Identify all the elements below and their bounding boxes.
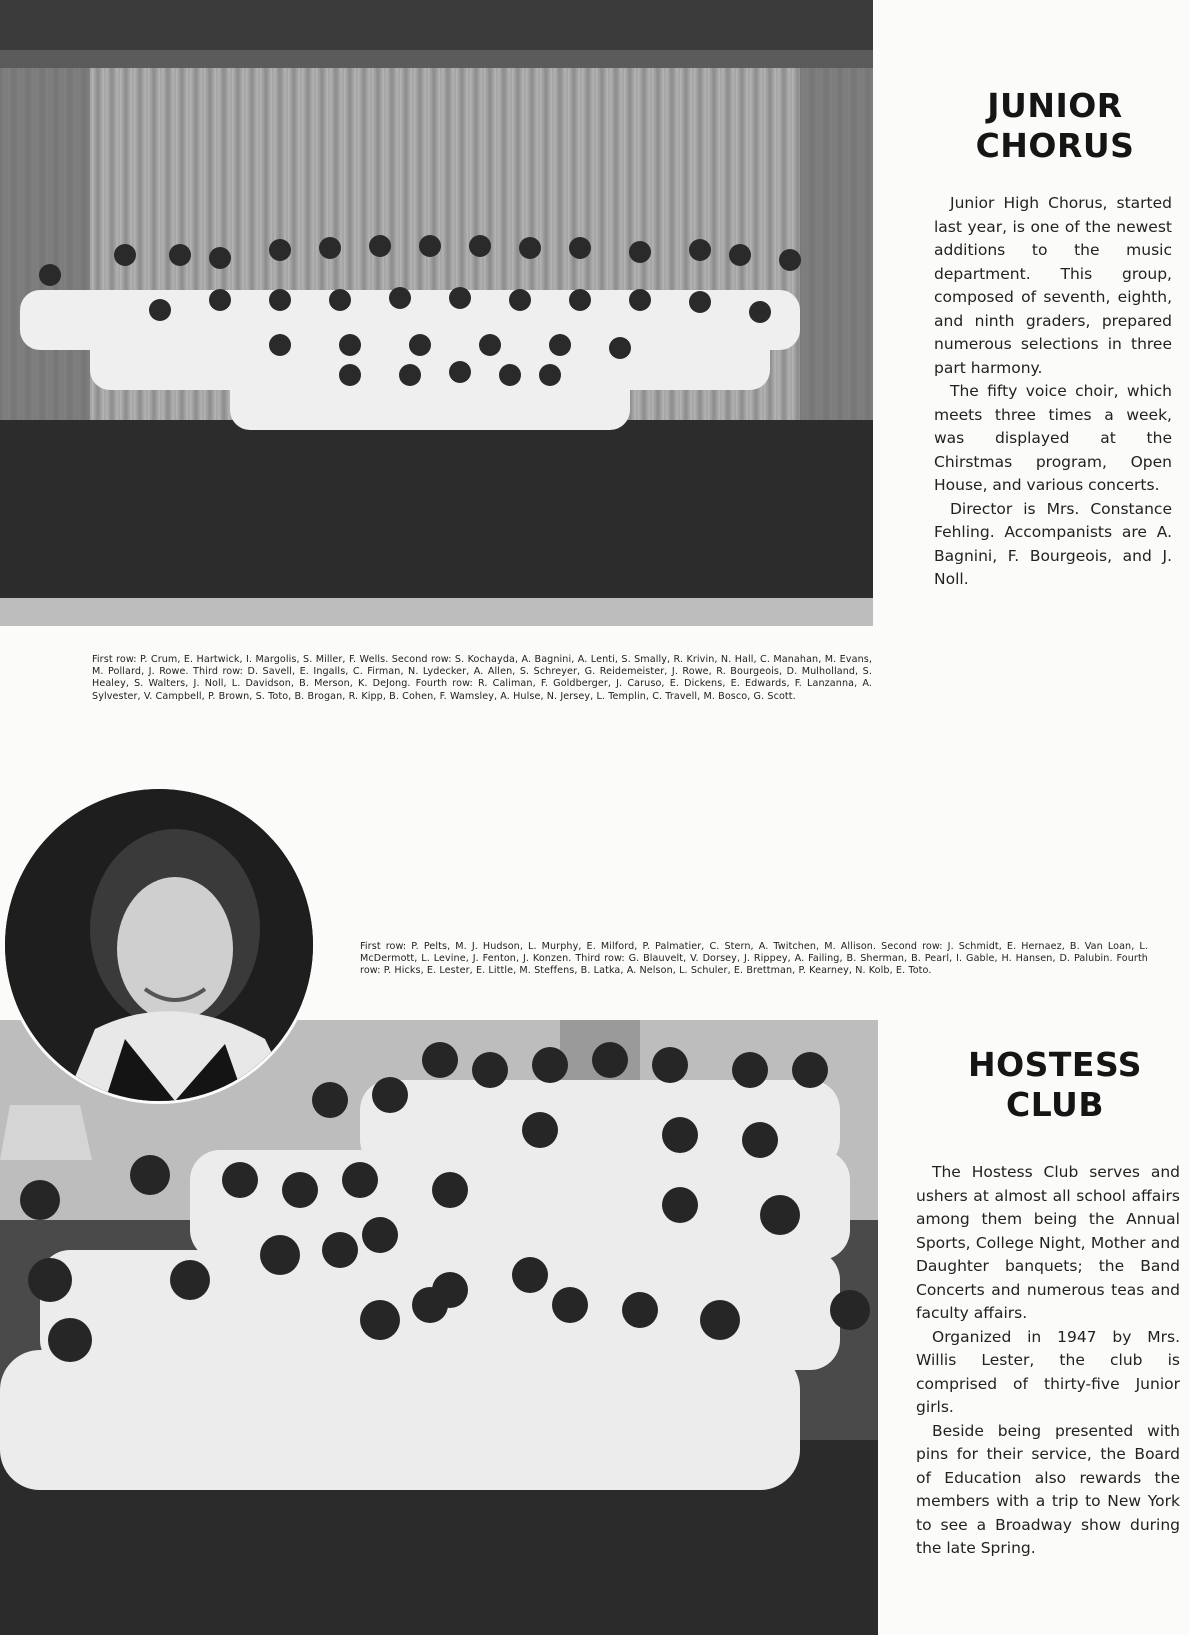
junior-chorus-caption: First row: P. Crum, E. Hartwick, I. Margolis, S. Miller, F. Wells. Second row: S. Kochayda, A. Bagnini, A. Lenti, S. Smally, R. Krivin, N. Hall, C. Manahan, M. Evans, M. Pollard, J. Rowe. Third row: D. Savell, E. Ingalls, C. Firman, N. Lydecker, A. Allen, S. Schreyer, G. Reidemeister, J. Rowe, R. Bourgeois, D. Mulholland, S. Healey, S. Walters, J. Noll, L. Davidson, B. Merson, K. DeJong. Fourth row: R. Caliman, F. Goldberger, J. Caruso, E. Dickens, E. Edwards, F. Lanzanna, A. Sylvester, V. Campbell, P. Brown, S. Toto, B. Brogan, R. Kipp, B. Cohen, F. Wamsley, A. Hulse, N. Jersey, L. Templin, C. Travell, M. Bosco, G. Scott. <box>92 654 872 702</box>
hostess-club-paragraph-2: Organized in 1947 by Mrs. Willis Lester, the club is comprised of thirty-five Junior girls. <box>916 1327 1180 1416</box>
junior-chorus-paragraph-1: Junior High Chorus, started last year, is one of the newest additions to the music department. This group, composed of seventh, eighth, and ninth graders, prepared numerous selections in three part harmony. <box>934 194 1172 377</box>
hostess-club-heading-line1: HOSTESS <box>967 1045 1143 1084</box>
junior-chorus-paragraph-2: The fifty voice choir, which meets three times a week, was displayed at the Chirstmas program, Open House, and various concerts. <box>934 382 1172 494</box>
hostess-club-caption: First row: P. Pelts, M. J. Hudson, L. Murphy, E. Milford, P. Palmatier, C. Stern, A. Twitchen, M. Allison. Second row: J. Schmidt, E. Hernaez, B. Van Loan, L. McDermott, L. Levine, J. Fenton, J. Konzen. Third row: G. Blauvelt, V. Dorsey, J. Rippey, A. Failing, B. Sherman, B. Pearl, I. Gable, H. Hansen, D. Palubin. Fourth row: P. Hicks, E. Lester, E. Little, M. Steffens, B. Latka, A. Nelson, L. Schuler, E. Brettman, P. Kearney, N. Kolb, E. Toto. <box>360 941 1148 977</box>
junior-chorus-photo <box>0 0 873 626</box>
chorus-photo-illustration <box>0 0 873 626</box>
junior-chorus-heading-line1: JUNIOR <box>987 86 1123 125</box>
hostess-photo-illustration <box>0 1020 878 1635</box>
junior-chorus-description <box>934 192 1172 592</box>
hostess-club-paragraph-1: The Hostess Club serves and ushers at almost all school affairs among them being the Annual Sports, College Night, Mother and Daughter banquets; the Band Concerts and numerous teas and faculty affairs. <box>916 1163 1180 1322</box>
hostess-club-photo <box>0 1020 878 1635</box>
portrait-photo <box>2 786 316 1104</box>
hostess-club-heading-line2: CLUB <box>1005 1085 1105 1124</box>
junior-chorus-heading-line2: CHORUS <box>975 126 1135 165</box>
junior-chorus-paragraph-3: Director is Mrs. Constance Fehling. Accompanists are A. Bagnini, F. Bourgeois, and J. Noll. <box>934 499 1172 588</box>
hostess-club-paragraph-3: Beside being presented with pins for their service, the Board of Education also rewards the members with a trip to New York to see a Broadway show during the late Spring. <box>916 1421 1180 1557</box>
portrait-illustration <box>5 789 313 1101</box>
hostess-club-heading <box>945 1045 1165 1125</box>
hostess-club-description <box>916 1161 1180 1561</box>
junior-chorus-heading <box>950 86 1160 166</box>
